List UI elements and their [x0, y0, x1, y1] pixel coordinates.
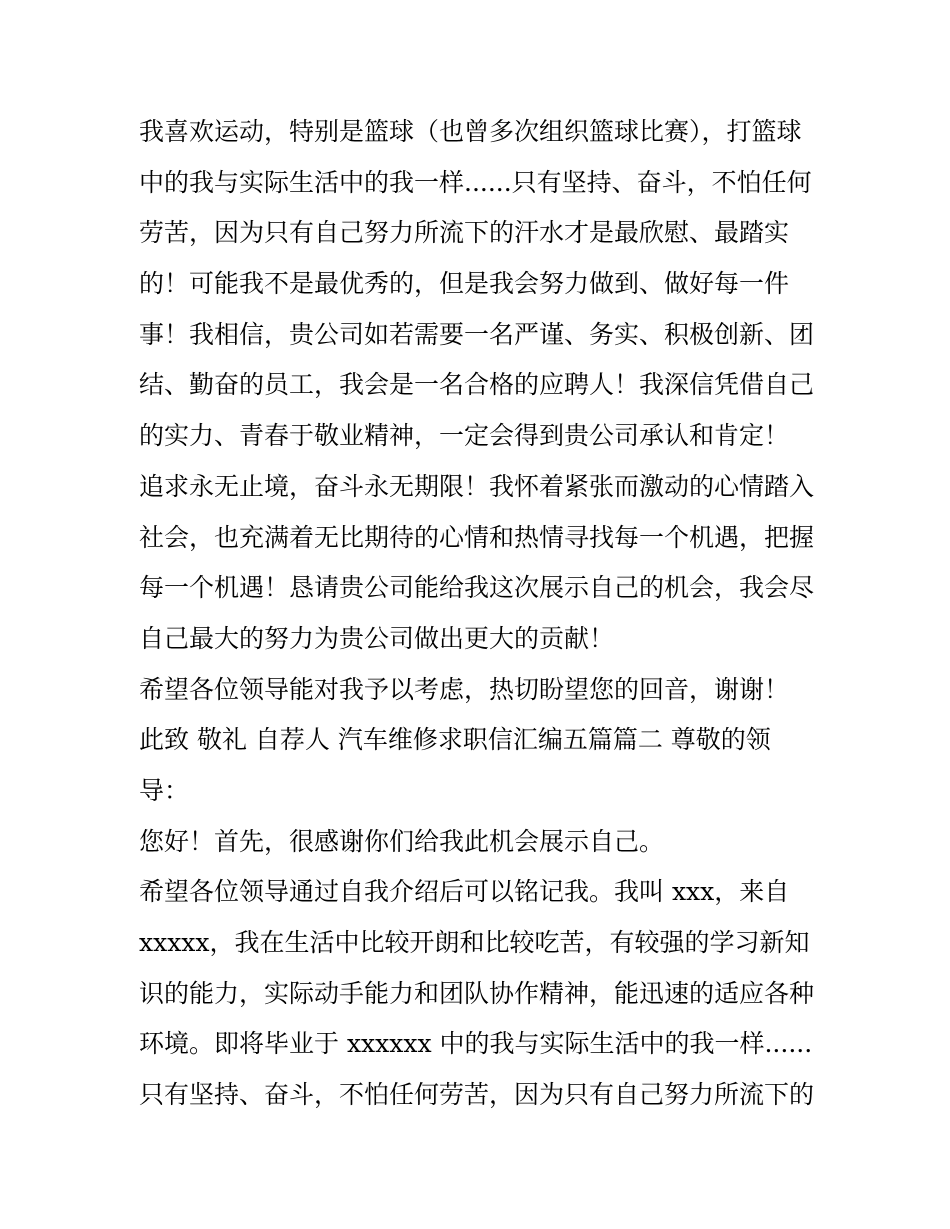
text-line: 劳苦，因为只有自己努力所流下的汗水才是最欣慰、最踏实	[139, 218, 790, 248]
text-line: 我喜欢运动，特别是篮球（也曾多次组织篮球比赛），打篮球	[139, 117, 802, 146]
text-line: 导：	[139, 775, 190, 805]
text-line: 追求永无止境，奋斗永无期限！我怀着紧张而激动的心情踏入	[139, 471, 815, 501]
text-line: 结、勤奋的员工，我会是一名合格的应聘人！我深信凭借自己	[139, 370, 815, 400]
text-line: 的！可能我不是最优秀的，但是我会努力做到、做好每一件	[139, 269, 790, 299]
text-line: 中的我与实际生活中的我一样......只有坚持、奋斗，不怕任何	[139, 167, 812, 197]
text-line: 事！我相信，贵公司如若需要一名严谨、务实、积极创新、团	[139, 319, 815, 349]
text-line: 识的能力，实际动手能力和团队协作精神，能迅速的适应各种	[139, 978, 815, 1008]
text-line: 希望各位领导通过自我介绍后可以铭记我。我叫 xxx，来自	[139, 877, 790, 907]
text-line: 希望各位领导能对我予以考虑，热切盼望您的回音，谢谢！	[139, 674, 790, 704]
text-line: 的实力、青春于敬业精神，一定会得到贵公司承认和肯定！	[139, 421, 790, 451]
text-line: 自己最大的努力为贵公司做出更大的贡献！	[139, 623, 615, 653]
text-line: 只有坚持、奋斗，不怕任何劳苦，因为只有自己努力所流下的	[139, 1080, 815, 1110]
document-body	[139, 107, 829, 1121]
text-line: 此致 敬礼 自荐人 汽车维修求职信汇编五篇篇二 尊敬的领	[139, 725, 771, 755]
text-line: 您好！首先，很感谢你们给我此机会展示自己。	[139, 826, 665, 856]
text-line: xxxxx，我在生活中比较开朗和比较吃苦，有较强的学习新知	[139, 928, 810, 957]
text-line: 社会，也充满着无比期待的心情和热情寻找每一个机遇，把握	[139, 522, 815, 552]
text-line: 每一个机遇！恳请贵公司能给我这次展示自己的机会，我会尽	[139, 573, 815, 603]
text-line: 环境。即将毕业于 xxxxxx 中的我与实际生活中的我一样......	[139, 1029, 813, 1059]
